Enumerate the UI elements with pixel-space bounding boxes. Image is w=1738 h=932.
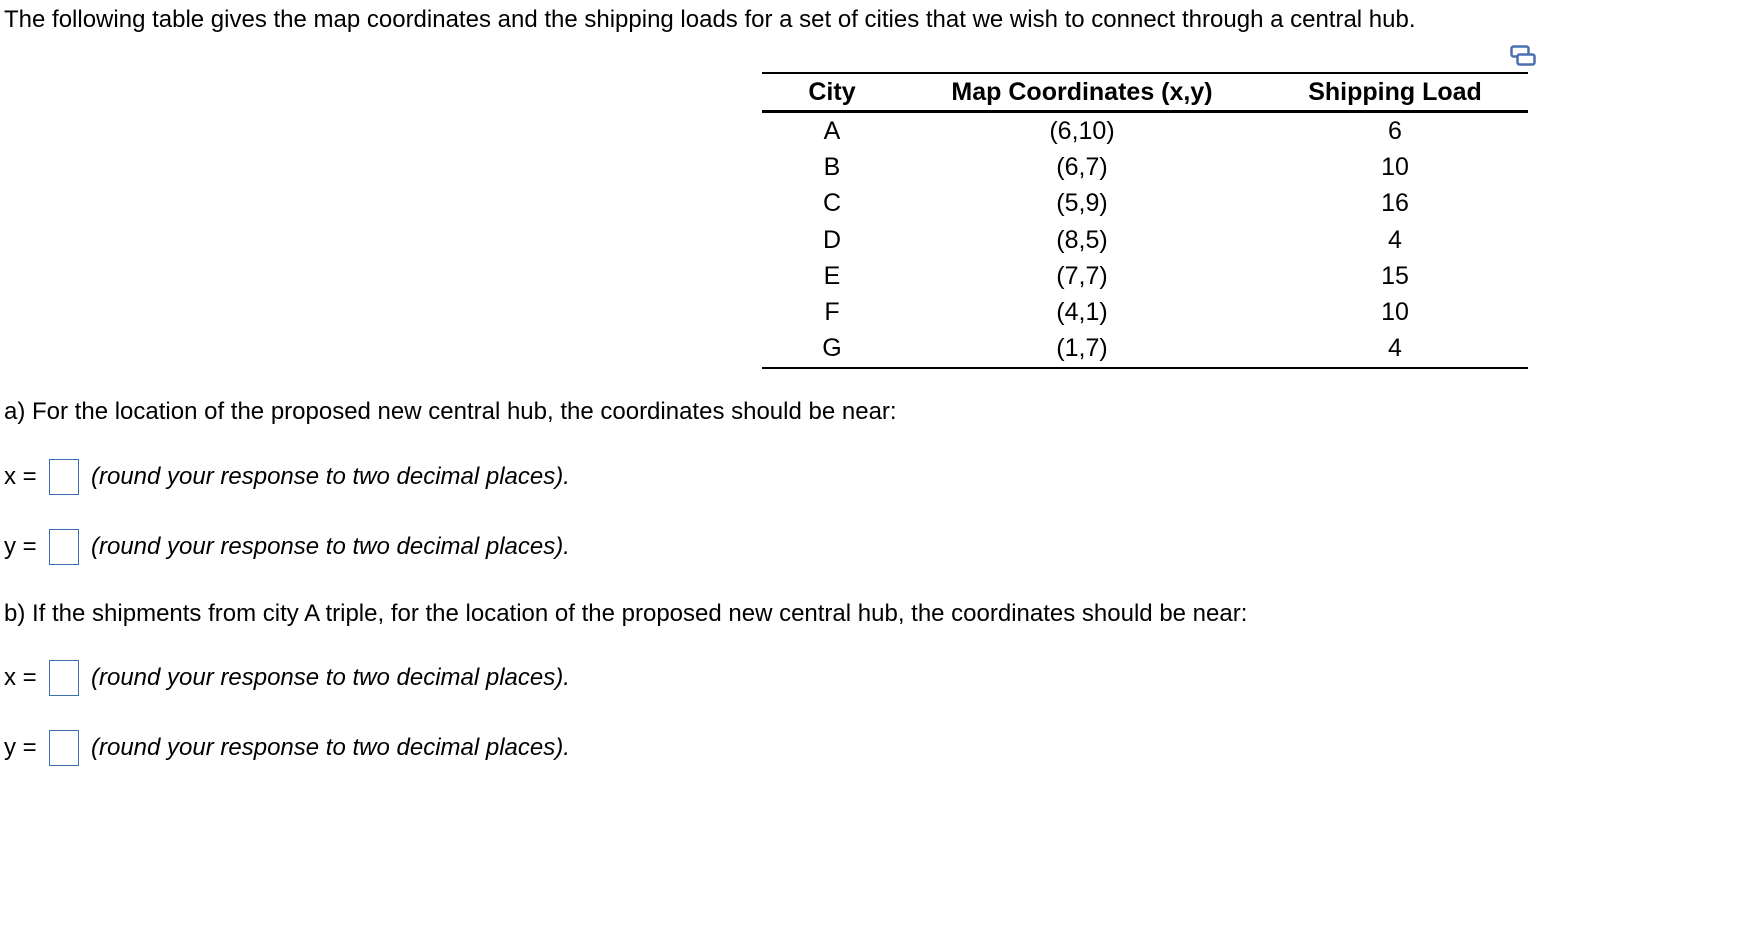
table-row [762, 186, 1528, 222]
part-b-question: b) If the shipments from city A triple, for the location of the proposed new central hub, the coordinates should be near: [4, 600, 1248, 627]
part-a-y-answer [4, 527, 570, 567]
cell-coordinates: (5,9) [1056, 189, 1108, 218]
part-b-x-hint: (round your response to two decimal places). [91, 664, 570, 691]
cell-city: E [823, 261, 841, 290]
part-a-x-label: x = [4, 463, 37, 490]
table-row [762, 222, 1528, 258]
part-b-x-input[interactable] [49, 660, 79, 696]
part-b-y-input[interactable] [49, 730, 79, 766]
cell-load: 10 [1381, 298, 1409, 327]
cell-load: 15 [1381, 261, 1409, 290]
part-b-x-label: x = [4, 664, 37, 691]
cell-coordinates: (6,7) [1056, 152, 1108, 181]
cell-coordinates: (7,7) [1056, 261, 1108, 290]
cell-coordinates: (1,7) [902, 331, 1262, 368]
part-b-y-hint: (round your response to two decimal places). [91, 734, 570, 761]
part-b-y-label: y = [4, 734, 37, 761]
part-a-x-input[interactable] [49, 459, 79, 495]
copy-table-icon[interactable] [1510, 45, 1536, 67]
part-a-x-hint: (round your response to two decimal places). [91, 463, 570, 490]
cell-city: C [822, 189, 842, 218]
city-data-table [762, 72, 1528, 369]
intro-text: The following table gives the map coordinates and the shipping loads for a set of cities that we wish to connect through a central hub. [4, 6, 1416, 33]
part-b-y-answer [4, 728, 570, 768]
table-row [762, 258, 1528, 294]
cell-coordinates: (8,5) [1056, 225, 1108, 254]
table-row [762, 149, 1528, 185]
part-a-y-label: y = [4, 533, 37, 560]
cell-coordinates: (6,10) [1049, 116, 1115, 145]
header-coordinates: Map Coordinates (x,y) [902, 73, 1262, 112]
part-a-question: a) For the location of the proposed new central hub, the coordinates should be near: [4, 398, 897, 425]
header-city: City [762, 73, 902, 112]
cell-city: D [822, 225, 842, 254]
table-header-row [762, 73, 1528, 112]
cell-coordinates: (4,1) [1056, 298, 1108, 327]
part-b-x-answer [4, 658, 570, 698]
cell-load: 6 [1388, 116, 1402, 145]
part-a-y-hint: (round your response to two decimal places). [91, 533, 570, 560]
table-row [762, 294, 1528, 330]
cell-city: B [823, 152, 841, 181]
part-a-y-input[interactable] [49, 529, 79, 565]
cell-load: 4 [1262, 331, 1528, 368]
table-row [762, 112, 1528, 150]
header-shipping-load: Shipping Load [1262, 73, 1528, 112]
table-row [762, 331, 1528, 368]
cell-city: F [824, 298, 840, 327]
part-a-x-answer [4, 457, 570, 497]
cell-load: 4 [1388, 225, 1402, 254]
cell-city: G [762, 331, 902, 368]
cell-load: 10 [1381, 152, 1409, 181]
cell-load: 16 [1381, 189, 1409, 218]
cell-city: A [823, 116, 841, 145]
